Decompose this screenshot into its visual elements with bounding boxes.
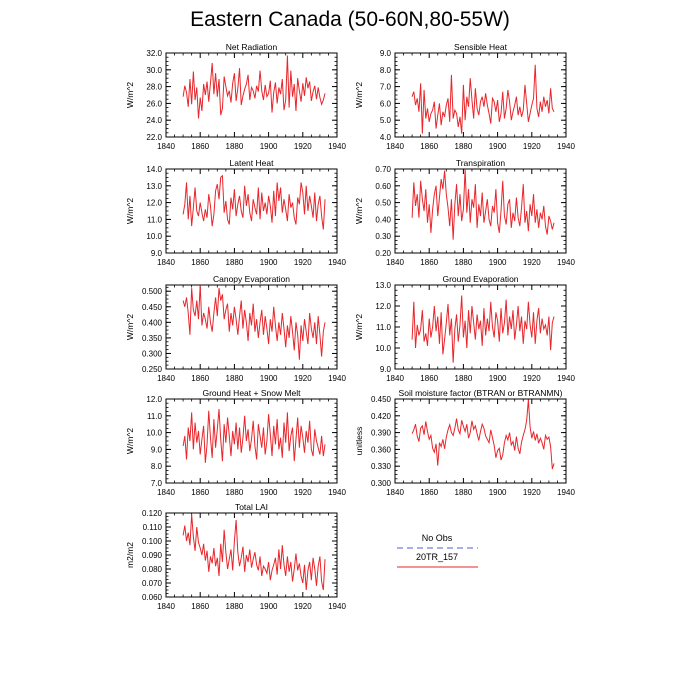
- panel-1: [125, 42, 346, 151]
- y-tick-label: 4.0: [379, 133, 391, 142]
- x-tick-label: 1880: [225, 374, 244, 383]
- x-tick-label: 1860: [191, 488, 210, 497]
- y-tick-label: 0.50: [375, 198, 391, 208]
- x-tick-label: 1840: [386, 142, 404, 151]
- y-tick-label: 0.30: [375, 232, 391, 242]
- panel-title: Net Radiation: [225, 42, 278, 52]
- y-tick-label: 0.70: [375, 165, 391, 174]
- x-tick-label: 1900: [259, 142, 278, 151]
- y-axis-label: W/m^2: [354, 197, 364, 225]
- y-tick-label: 0.350: [141, 333, 162, 343]
- y-tick-label: 10.0: [146, 428, 162, 438]
- figure-title: Eastern Canada (50-60N,80-55W): [190, 8, 510, 31]
- x-tick-label: 1900: [259, 374, 278, 383]
- panel-title: Sensible Heat: [454, 42, 507, 52]
- y-tick-label: 12.0: [375, 302, 391, 311]
- x-tick-label: 1940: [557, 488, 575, 497]
- x-tick-label: 1840: [157, 258, 175, 267]
- y-tick-label: 8.0: [379, 65, 391, 75]
- y-tick-label: 0.420: [370, 411, 391, 421]
- x-tick-label: 1940: [328, 374, 346, 383]
- x-tick-label: 1900: [259, 258, 278, 267]
- y-tick-label: 14.0: [146, 165, 162, 174]
- series-line-20tr-157: [183, 409, 325, 463]
- y-tick-label: 8.0: [150, 462, 162, 472]
- y-tick-label: 28.0: [146, 82, 162, 92]
- y-tick-label: 0.400: [141, 318, 162, 328]
- x-tick-label: 1860: [191, 602, 210, 611]
- y-tick-label: 0.360: [370, 445, 391, 455]
- x-tick-label: 1920: [293, 602, 312, 611]
- y-tick-label: 9.0: [150, 249, 162, 258]
- x-tick-label: 1900: [259, 602, 278, 611]
- panel-2: [354, 42, 575, 151]
- x-tick-label: 1880: [454, 258, 473, 267]
- plot-frame: [166, 513, 337, 597]
- x-tick-label: 1900: [488, 142, 507, 151]
- y-tick-label: 26.0: [146, 99, 162, 109]
- x-tick-label: 1860: [420, 258, 439, 267]
- y-tick-label: 0.110: [142, 523, 162, 532]
- panel-title: Latent Heat: [229, 158, 274, 168]
- legend-label-20tr-157: 20TR_157: [415, 552, 459, 562]
- x-tick-label: 1880: [225, 142, 244, 151]
- x-tick-label: 1860: [191, 142, 210, 151]
- y-tick-label: 32.0: [146, 49, 162, 58]
- x-tick-label: 1940: [328, 258, 346, 267]
- plot-frame: [395, 399, 566, 483]
- panel-title: Canopy Evaporation: [212, 274, 291, 284]
- series-line-20tr-157: [412, 400, 554, 469]
- x-tick-label: 1880: [454, 142, 473, 151]
- x-tick-label: 1860: [420, 142, 439, 151]
- x-tick-label: 1940: [557, 142, 575, 151]
- y-tick-label: 9.0: [379, 49, 391, 58]
- panel-6: [354, 274, 575, 383]
- series-line-20tr-157: [183, 56, 325, 119]
- y-tick-label: 6.0: [379, 99, 391, 109]
- x-tick-label: 1880: [225, 258, 244, 267]
- panel-5: [125, 274, 346, 383]
- y-tick-label: 0.300: [370, 479, 391, 488]
- y-axis-label: unitless: [354, 426, 364, 456]
- x-tick-label: 1860: [420, 374, 439, 383]
- y-tick-label: 10.0: [146, 232, 162, 242]
- x-tick-label: 1920: [522, 142, 541, 151]
- x-tick-label: 1920: [522, 374, 541, 383]
- x-tick-label: 1920: [293, 258, 312, 267]
- x-tick-label: 1940: [557, 374, 575, 383]
- x-tick-label: 1920: [522, 258, 541, 267]
- series-line-20tr-157: [412, 296, 554, 363]
- x-tick-label: 1880: [454, 374, 473, 383]
- y-tick-label: 0.250: [141, 365, 162, 374]
- y-tick-label: 0.330: [370, 462, 391, 472]
- y-tick-label: 0.070: [141, 579, 162, 588]
- panel-title: Total LAI: [234, 502, 269, 512]
- y-axis-label: W/m^2: [125, 81, 135, 109]
- y-tick-label: 24.0: [146, 116, 162, 126]
- x-tick-label: 1840: [386, 488, 404, 497]
- y-axis-label: W/m^2: [125, 313, 135, 341]
- y-tick-label: 9.0: [379, 365, 391, 374]
- y-tick-label: 11.0: [376, 323, 391, 332]
- series-line-20tr-157: [183, 285, 325, 360]
- x-tick-label: 1840: [386, 258, 404, 267]
- panel-title: Transpiration: [455, 158, 506, 168]
- panel-3: [125, 158, 346, 267]
- y-tick-label: 0.120: [141, 509, 162, 518]
- y-tick-label: 12.0: [146, 198, 162, 208]
- legend-label-no-obs: No Obs: [421, 533, 453, 543]
- y-tick-label: 7.0: [379, 82, 391, 92]
- legend: [397, 533, 478, 567]
- y-tick-label: 10.0: [375, 344, 391, 353]
- x-tick-label: 1840: [157, 602, 175, 611]
- y-tick-label: 7.0: [150, 479, 162, 488]
- x-tick-label: 1880: [225, 602, 244, 611]
- series-line-20tr-157: [183, 514, 325, 590]
- y-axis-label: W/m^2: [125, 197, 135, 225]
- x-tick-label: 1920: [293, 142, 312, 151]
- y-tick-label: 13.0: [146, 181, 162, 191]
- x-tick-label: 1900: [488, 374, 507, 383]
- y-tick-label: 0.100: [141, 537, 162, 546]
- x-tick-label: 1920: [293, 488, 312, 497]
- panel-8: [354, 388, 575, 497]
- x-tick-label: 1840: [386, 374, 404, 383]
- y-tick-label: 0.500: [141, 287, 162, 297]
- y-tick-label: 0.080: [141, 565, 162, 574]
- series-line-20tr-157: [412, 65, 554, 134]
- x-tick-label: 1920: [293, 374, 312, 383]
- x-tick-label: 1940: [328, 488, 346, 497]
- y-tick-label: 22.0: [146, 133, 162, 142]
- y-tick-label: 0.450: [370, 395, 391, 404]
- x-tick-label: 1840: [157, 488, 175, 497]
- y-axis-label: W/m^2: [125, 427, 135, 455]
- y-tick-label: 0.090: [141, 551, 162, 560]
- panel-4: [354, 158, 575, 267]
- x-tick-label: 1940: [557, 258, 575, 267]
- y-tick-label: 12.0: [146, 395, 162, 404]
- x-tick-label: 1840: [157, 142, 175, 151]
- y-axis-label: W/m^2: [354, 313, 364, 341]
- x-tick-label: 1860: [420, 488, 439, 497]
- y-tick-label: 0.300: [141, 349, 162, 359]
- panel-title: Ground Heat + Snow Melt: [202, 388, 301, 398]
- y-tick-label: 13.0: [375, 281, 391, 290]
- x-tick-label: 1920: [522, 488, 541, 497]
- series-line-20tr-157: [412, 169, 554, 240]
- y-tick-label: 30.0: [146, 65, 162, 75]
- x-tick-label: 1860: [191, 258, 210, 267]
- y-tick-label: 11.0: [147, 411, 162, 421]
- x-tick-label: 1880: [225, 488, 244, 497]
- panel-7: [125, 388, 346, 497]
- panel-title: Ground Evaporation: [442, 274, 519, 284]
- y-axis-label: m2/m2: [125, 542, 135, 568]
- y-tick-label: 0.450: [141, 302, 162, 312]
- x-tick-label: 1860: [191, 374, 210, 383]
- x-tick-label: 1940: [328, 142, 346, 151]
- x-tick-label: 1840: [157, 374, 175, 383]
- y-tick-label: 0.390: [370, 428, 391, 438]
- plot-frame: [166, 169, 337, 253]
- x-tick-label: 1900: [488, 258, 507, 267]
- x-tick-label: 1940: [328, 602, 346, 611]
- y-tick-label: 0.40: [375, 215, 391, 225]
- y-tick-label: 5.0: [379, 116, 391, 126]
- series-line-20tr-157: [183, 176, 325, 230]
- x-tick-label: 1900: [259, 488, 278, 497]
- y-tick-label: 0.060: [141, 593, 162, 602]
- y-tick-label: 0.60: [375, 181, 391, 191]
- y-tick-label: 9.0: [150, 445, 162, 455]
- y-tick-label: 11.0: [147, 215, 162, 225]
- x-tick-label: 1900: [488, 488, 507, 497]
- panel-title: Soil moisture factor (BTRAN or BTRANMN): [398, 388, 563, 398]
- panel-9: [125, 502, 346, 611]
- y-tick-label: 0.20: [375, 249, 391, 258]
- x-tick-label: 1880: [454, 488, 473, 497]
- y-axis-label: W/m^2: [354, 81, 364, 109]
